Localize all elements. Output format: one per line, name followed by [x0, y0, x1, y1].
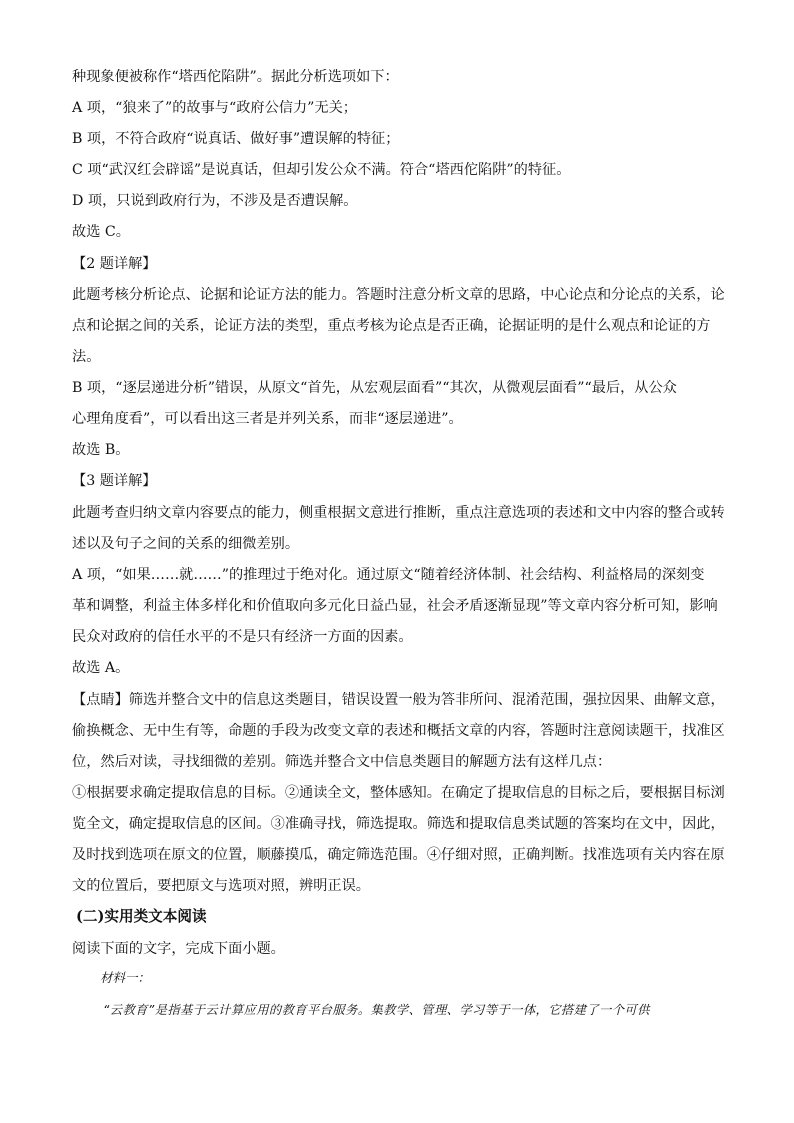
text-line: 此题考核分析论点、论据和论证方法的能力。答题时注意分析文章的思路，中心论点和分论点的关系，论 — [72, 287, 725, 303]
text-line: 述以及句子之间的关系的细微差别。 — [72, 536, 300, 552]
instruction-line: 阅读下面的文字，完成下面小题。 — [72, 941, 285, 957]
text-line: 及时找到选项在原文的位置，顺藤摸瓜，确定筛选范围。④仔细对照，正确判断。找准选项有关内容在原 — [72, 847, 725, 863]
text-line: 心理角度看”，可以看出这三者是并列关系，而非“逐层递进”。 — [72, 411, 463, 427]
question-heading: 【3 题详解】 — [72, 473, 157, 489]
material-label: 材料一： — [100, 970, 151, 985]
text-line: 革和调整，利益主体多样化和价值取向多元化日益凸显，社会矛盾逐渐显现”等文章内容分析可知，影响 — [72, 598, 718, 614]
text-line: 故选 B。 — [72, 442, 130, 458]
text-line: 法。 — [72, 349, 101, 365]
text-line: 此题考查归纳文章内容要点的能力，侧重根据文意进行推断，重点注意选项的表述和文中内容的整合或转 — [72, 505, 725, 521]
text-line: 【点睛】筛选并整合文中的信息这类题目，错误设置一般为答非所问、混淆范围，强拉因果、曲解文意， — [72, 692, 725, 708]
text-line: 故选 C。 — [72, 224, 130, 240]
text-line: 文的位置后，要把原文与选项对照，辨明正误。 — [72, 878, 370, 894]
text-line: A 项，“狼来了”的故事与“政府公信力”无关； — [72, 100, 357, 116]
text-line: 览全文，确定提取信息的区间。③准确寻找，筛选提取。筛选和提取信息类试题的答案均在文中，因此， — [72, 816, 725, 832]
text-line: 故选 A。 — [72, 660, 130, 676]
section-title: (二)实用类文本阅读 — [76, 908, 207, 925]
material-text: “云教育”是指基于云计算应用的教育平台服务。集教学、管理、学习等于一体，它搭建了一个可供 — [103, 1003, 650, 1017]
text-line: D 项，只说到政府行为，不涉及是否遭误解。 — [72, 193, 358, 209]
text-line: 位，然后对读，寻找细微的差别。筛选并整合文中信息类题目的解题方法有这样几点： — [72, 754, 612, 770]
text-line: B 项，不符合政府“说真话、做好事”遭误解的特征； — [72, 131, 400, 147]
text-line: 偷换概念、无中生有等，命题的手段为改变文章的表述和概括文章的内容，答题时注意阅读题干，找准区 — [72, 723, 725, 739]
text-line: ①根据要求确定提取信息的目标。②通读全文，整体感知。在确定了提取信息的目标之后，要根据目标浏 — [72, 785, 725, 801]
text-line: 点和论据之间的关系，论证方法的类型，重点考核为论点是否正确，论据证明的是什么观点和论证的方 — [72, 318, 711, 334]
text-line: C 项“武汉红会辟谣”是说真话，但却引发公众不满。符合“塔西佗陷阱”的特征。 — [72, 162, 571, 178]
text-line: 民众对政府的信任水平的不是只有经济一方面的因素。 — [72, 629, 413, 645]
text-line: B 项，“逐层递进分析”错误，从原文“首先，从宏观层面看”“其次，从微观层面看”“最后，从公众 — [72, 380, 677, 396]
text-line: 种现象便被称作“塔西佗陷阱”。据此分析选项如下： — [72, 69, 399, 85]
text-line: A 项，“如果……就……”的推理过于绝对化。通过原文“随着经济体制、社会结构、利益格局的深刻变 — [72, 567, 705, 583]
question-heading: 【2 题详解】 — [72, 256, 157, 272]
